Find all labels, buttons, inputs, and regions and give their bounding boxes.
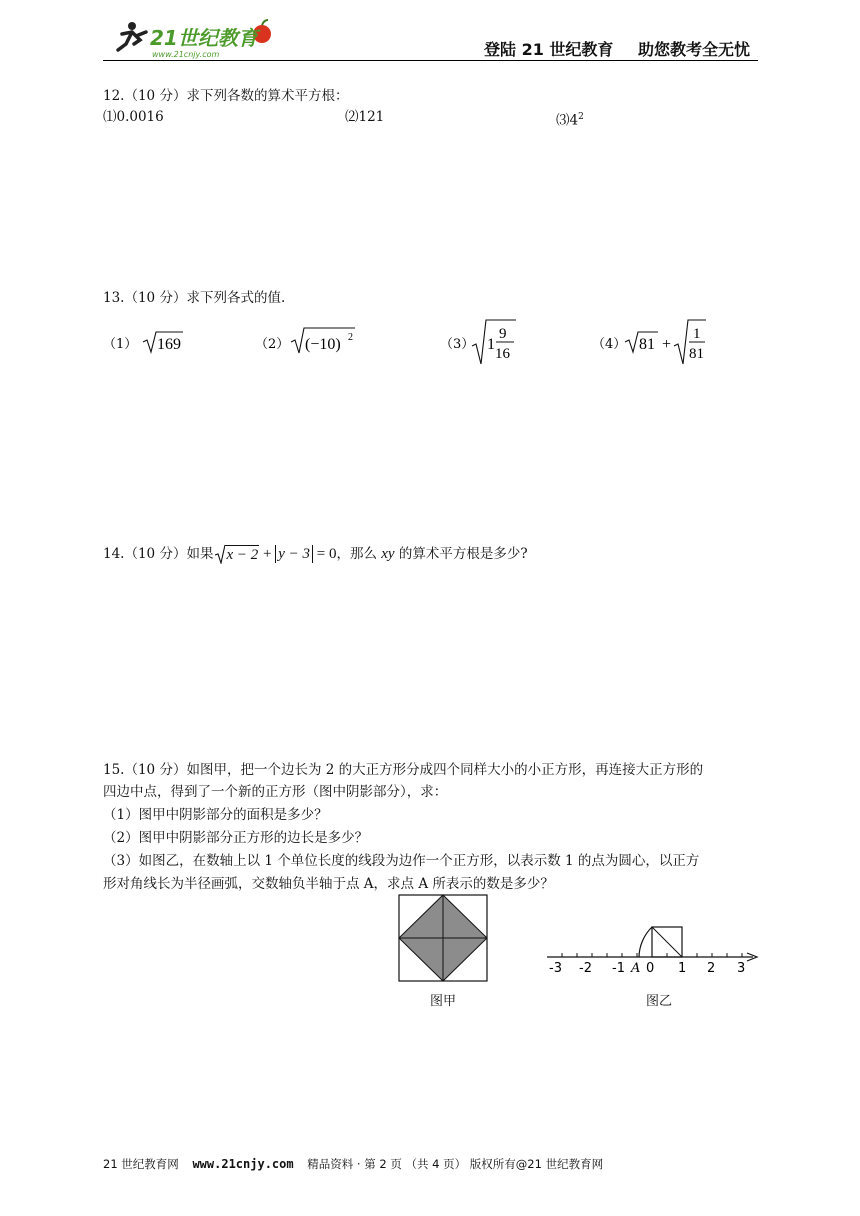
footer-site-link[interactable]: www.21cnjy.com <box>192 1157 294 1171</box>
axis-label-a: A <box>631 961 641 976</box>
q13-radicand-2: (−10) <box>305 336 341 353</box>
footer <box>103 1156 603 1172</box>
figure-yi <box>545 920 760 976</box>
axis-label-1: 1 <box>678 961 687 976</box>
figure-jia <box>398 894 490 984</box>
q12-stem: 12.（10 分）求下列各数的算术平方根： <box>103 88 349 104</box>
axis-label-m1: -1 <box>612 961 625 976</box>
q14-prefix: 14.（10 分）如果 <box>103 546 214 562</box>
q13-label-3: （3） <box>440 337 475 352</box>
q14-suffix-b: 的算术平方根是多少? <box>394 546 528 562</box>
q13-radicand-4a: 81 <box>639 336 655 353</box>
q13-int-3: 1 <box>487 336 495 353</box>
footer-right: 精品资料 · 第 2 页 （共 4 页） 版权所有@21 世纪教育网 <box>307 1157 604 1171</box>
logo-text: 21世纪教育 <box>150 26 258 50</box>
figure-jia-caption: 图甲 <box>430 994 457 1009</box>
q15-sub3a: （3）如图乙，在数轴上以 1 个单位长度的线段为边作一个正方形，以表示数 1 的点为圆心，以正方 <box>103 853 700 869</box>
q13-den-4: 81 <box>689 346 704 362</box>
q15-sub2: （2）图甲中阴影部分正方形的边长是多少？ <box>103 830 369 846</box>
q13-expr-4 <box>592 316 732 368</box>
q13-num-3: 9 <box>499 326 507 342</box>
logo-url: www.21cnjy.com <box>152 50 220 59</box>
header-logo <box>110 14 290 60</box>
q15-line2: 四边中点，得到了一个新的正方形（图中阴影部分），求： <box>103 784 448 800</box>
q12-part3 <box>556 107 584 131</box>
axis-label-2: 2 <box>707 961 716 976</box>
q14-line <box>103 544 528 564</box>
q14-eq: = 0 <box>312 546 337 562</box>
q14-var: xy <box>381 546 395 562</box>
axis-label-0: 0 <box>646 961 655 976</box>
axis-label-m2: -2 <box>579 961 592 976</box>
q15-line1: 15.（10 分）如图甲，把一个边长为 2 的大正方形分成四个同样大小的小正方形，再连接大正方形的 <box>103 762 704 778</box>
q12-part3-exp: 2 <box>578 112 584 122</box>
q15-sub3b: 形对角线长为半径画弧，交数轴负半轴于点 A，求点 A 所表示的数是多少？ <box>103 876 554 892</box>
q13-radicand-2-exp: 2 <box>348 332 353 343</box>
q13-expr-3 <box>440 316 540 368</box>
q13-label-4: （4） <box>592 337 627 352</box>
q13-stem: 13.（10 分）求下列各式的值. <box>103 290 286 306</box>
q12-part2: ⑵121 <box>345 109 385 125</box>
q13-expr-1 <box>103 322 223 362</box>
header-rule <box>103 60 758 61</box>
q14-radicand: x − 2 <box>226 547 259 563</box>
axis-label-3: 3 <box>737 961 746 976</box>
q13-num-4: 1 <box>693 326 701 342</box>
q12-part1: ⑴0.0016 <box>103 109 164 125</box>
header-title-right: 助您教考全无忧 <box>638 40 751 59</box>
footer-left: 21 世纪教育网 <box>103 1157 179 1171</box>
q13-radicand-1: 169 <box>157 336 181 353</box>
axis-label-m3: -3 <box>549 961 562 976</box>
figure-yi-caption: 图乙 <box>646 994 673 1009</box>
q14-abs <box>275 545 313 563</box>
runner-icon <box>118 22 146 50</box>
q13-plus-4: + <box>662 336 672 353</box>
q13-label-1: （1） <box>103 337 138 352</box>
q14-abs-inner: y − 3 <box>278 546 310 562</box>
q13-expr-2 <box>255 322 395 362</box>
q14-suffix-a: ，那么 <box>336 546 382 562</box>
q12-part3-base: ⑶4 <box>556 112 579 129</box>
header-title-left: 登陆 21 世纪教育 <box>484 40 614 59</box>
radical-sign-icon <box>215 544 225 564</box>
q15-sub1: （1）图甲中阴影部分的面积是多少？ <box>103 807 328 823</box>
q14-plus: + <box>259 546 276 562</box>
q13-label-2: （2） <box>255 337 290 352</box>
q14-sqrt <box>215 544 259 564</box>
q13-den-3: 16 <box>495 346 510 362</box>
